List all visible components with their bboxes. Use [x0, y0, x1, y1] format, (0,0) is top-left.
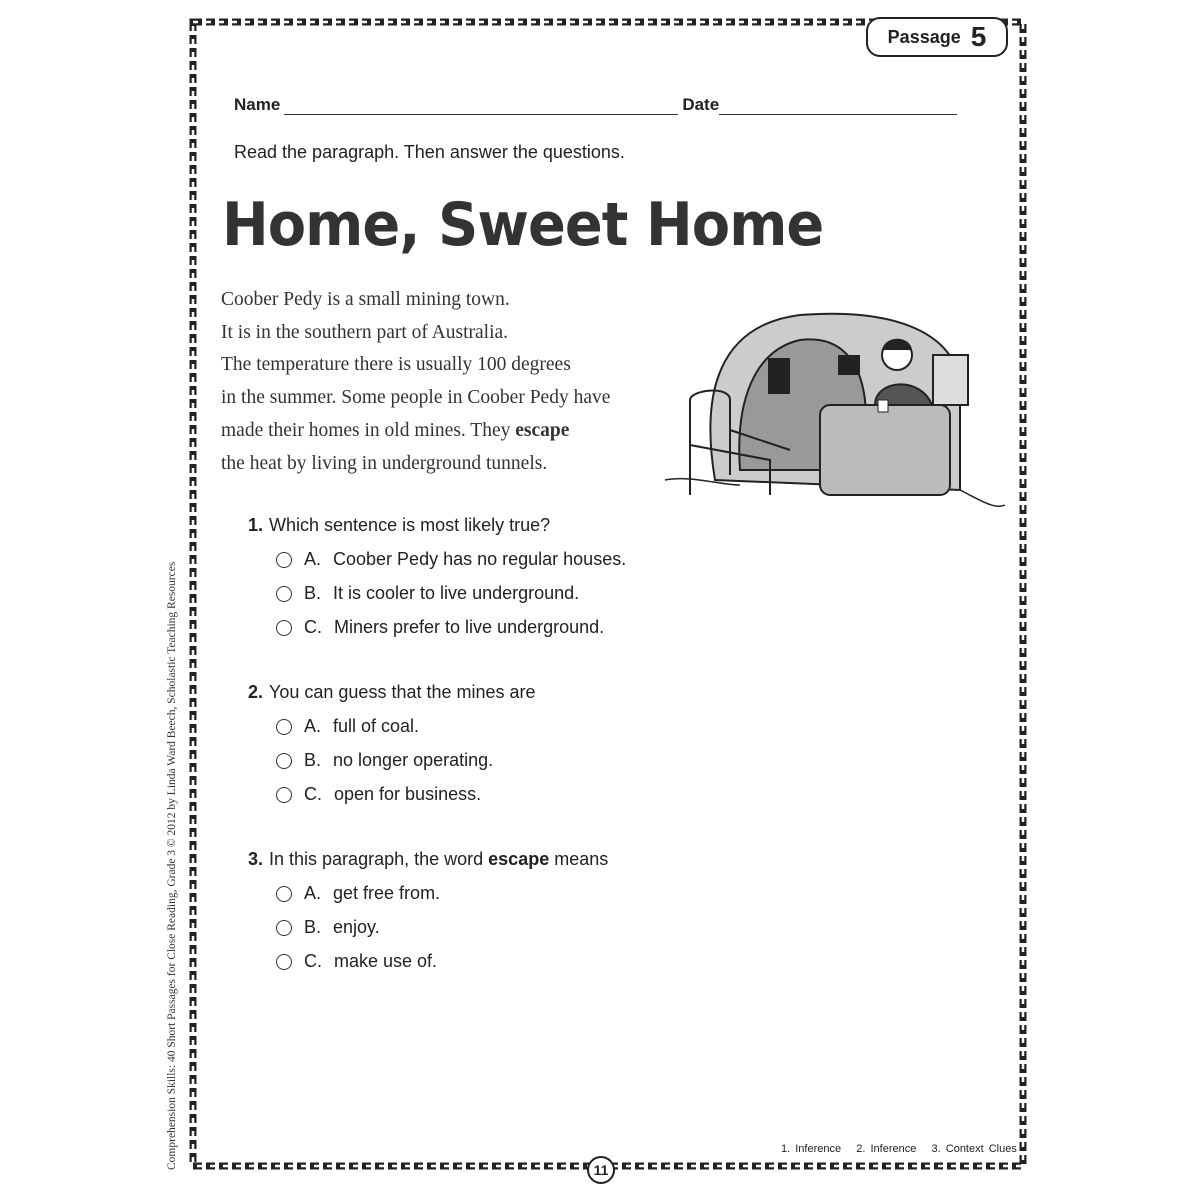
radio-button[interactable] [276, 552, 292, 568]
option-letter: B. [304, 583, 322, 603]
option-letter: A. [304, 716, 322, 736]
question-text: You can guess that the mines are [269, 682, 536, 702]
answer-option[interactable] [276, 917, 380, 938]
option-text: full of coal. [333, 716, 420, 736]
paragraph-line: the heat by living in underground tunnels. [221, 452, 548, 474]
page-title: Home, Sweet Home [222, 190, 824, 260]
question-1 [248, 515, 550, 536]
question-text: In this paragraph, the word [269, 849, 489, 869]
paragraph-line: It is in the southern part of Australia. [221, 321, 509, 343]
answer-option[interactable] [276, 784, 481, 805]
option-letter: C. [304, 617, 322, 637]
question-text: means [549, 849, 609, 869]
date-label: Date [682, 95, 720, 114]
instructions: Read the paragraph. Then answer the questions. [234, 142, 625, 162]
answer-option[interactable] [276, 617, 604, 638]
question-number: 1. [248, 515, 264, 535]
radio-button[interactable] [276, 620, 292, 636]
option-text: It is cooler to live underground. [333, 583, 580, 603]
option-letter: B. [304, 750, 322, 770]
option-text: enjoy. [333, 917, 380, 937]
option-letter: A. [304, 883, 322, 903]
question-2 [248, 682, 536, 703]
question-3 [248, 849, 608, 870]
paragraph-text: made their homes in old mines. They [221, 419, 516, 441]
cave-home-illustration [660, 300, 1010, 525]
option-text: Coober Pedy has no regular houses. [333, 549, 627, 569]
passage-number: 5 [970, 21, 987, 52]
radio-button[interactable] [276, 920, 292, 936]
copyright-notice: Comprehension Skills: 40 Short Passages for Close Reading, Grade 3 © 2012 by Linda Ward Beech, Scholastic Teaching Resources [166, 561, 178, 1170]
option-text: Miners prefer to live underground. [334, 617, 605, 637]
option-text: make use of. [334, 951, 438, 971]
name-field[interactable] [284, 98, 678, 115]
reading-paragraph [221, 284, 610, 480]
option-text: get free from. [333, 883, 441, 903]
paragraph-line [221, 415, 610, 448]
passage-badge [866, 17, 1008, 57]
option-text: open for business. [334, 784, 482, 804]
answer-option[interactable] [276, 883, 440, 904]
date-field[interactable] [719, 98, 957, 115]
skills-list: 1. Inference 2. Inference 3. Context Clues [781, 1143, 1017, 1155]
option-letter: A. [304, 549, 322, 569]
answer-option[interactable] [276, 549, 626, 570]
option-text: no longer operating. [333, 750, 494, 770]
radio-button[interactable] [276, 719, 292, 735]
page-number: 11 [587, 1156, 615, 1184]
bold-word: escape [515, 419, 570, 441]
paragraph-line: in the summer. Some people in Coober Pedy have [221, 387, 611, 409]
answer-option[interactable] [276, 716, 419, 737]
option-letter: B. [304, 917, 322, 937]
name-date-row [234, 95, 961, 115]
radio-button[interactable] [276, 886, 292, 902]
radio-button[interactable] [276, 586, 292, 602]
question-number: 2. [248, 682, 264, 702]
radio-button[interactable] [276, 954, 292, 970]
radio-button[interactable] [276, 787, 292, 803]
radio-button[interactable] [276, 753, 292, 769]
option-letter: C. [304, 784, 322, 804]
question-text: Which sentence is most likely true? [269, 515, 551, 535]
name-label: Name [234, 95, 281, 114]
answer-option[interactable] [276, 583, 579, 604]
bold-word: escape [488, 849, 550, 869]
option-letter: C. [304, 951, 322, 971]
paragraph-line: Coober Pedy is a small mining town. [221, 289, 510, 310]
question-number: 3. [248, 849, 264, 869]
paragraph-line: The temperature there is usually 100 degrees [221, 354, 571, 376]
answer-option[interactable] [276, 750, 493, 771]
answer-option[interactable] [276, 951, 437, 972]
passage-label: Passage [887, 26, 961, 47]
